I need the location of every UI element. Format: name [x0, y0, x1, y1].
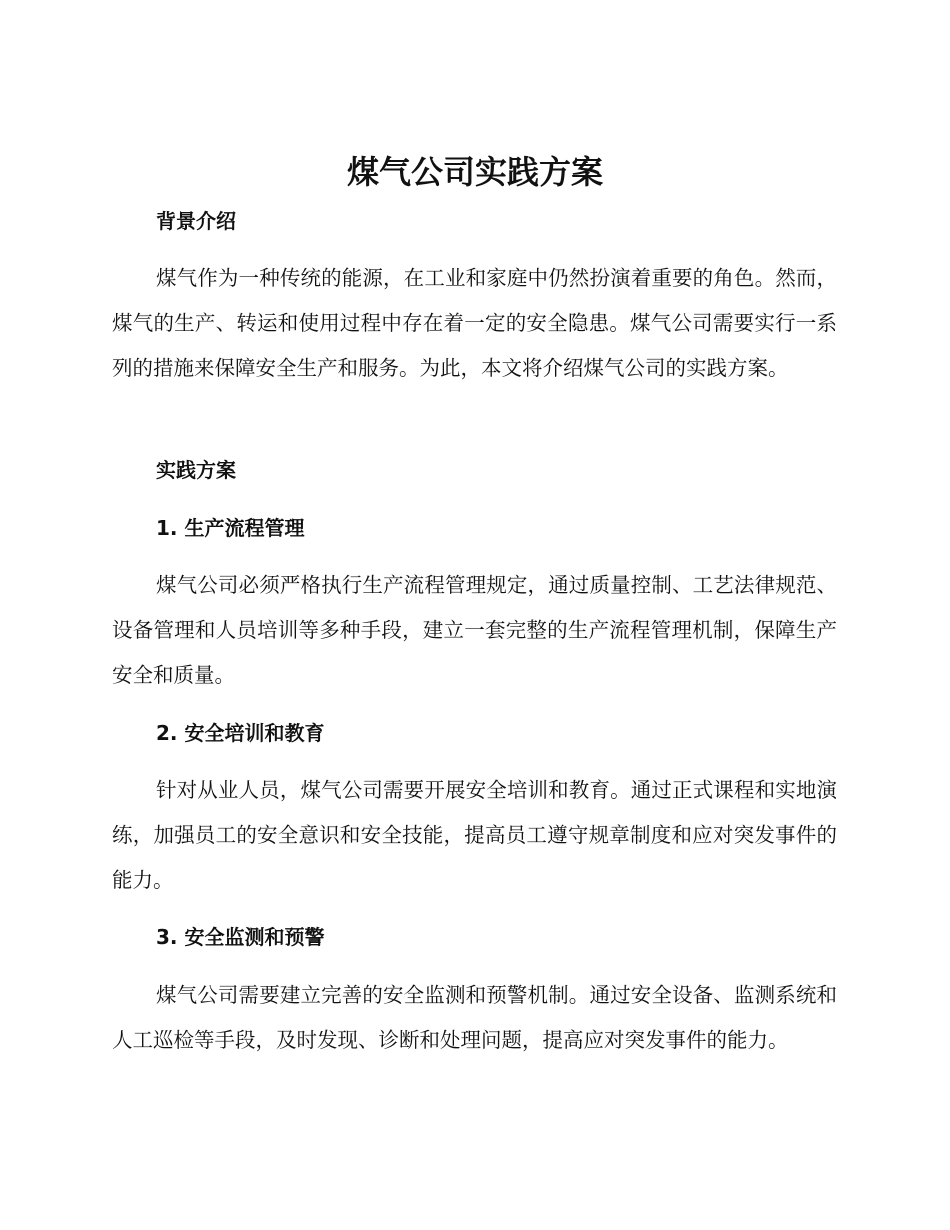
section-paragraph-safety-monitoring: 煤气公司需要建立完善的安全监测和预警机制。通过安全设备、监测系统和人工巡检等手段，及时发现、诊断和处理问题，提高应对突发事件的能力。	[112, 983, 837, 1052]
section-heading-safety-monitoring: 3. 安全监测和预警	[156, 925, 325, 949]
section-paragraph-production-process: 煤气公司必须严格执行生产流程管理规定，通过质量控制、工艺法律规范、设备管理和人员培训等多种手段，建立一套完整的生产流程管理机制，保障生产安全和质量。	[112, 573, 837, 687]
document-title: 煤气公司实践方案	[346, 153, 603, 191]
section-heading-safety-training: 2. 安全培训和教育	[156, 721, 325, 745]
section-heading-background: 背景介绍	[156, 209, 236, 233]
section-paragraph-background: 煤气作为一种传统的能源，在工业和家庭中仍然扮演着重要的角色。然而，煤气的生产、转运和使用过程中存在着一定的安全隐患。煤气公司需要实行一系列的措施来保障安全生产和服务。为此，本文将介绍煤气公司的实践方案。	[112, 266, 837, 380]
section-heading-production-process: 1. 生产流程管理	[156, 516, 305, 540]
section-heading-plan: 实践方案	[156, 458, 236, 482]
section-paragraph-safety-training: 针对从业人员，煤气公司需要开展安全培训和教育。通过正式课程和实地演练，加强员工的安全意识和安全技能，提高员工遵守规章制度和应对突发事件的能力。	[112, 778, 837, 892]
